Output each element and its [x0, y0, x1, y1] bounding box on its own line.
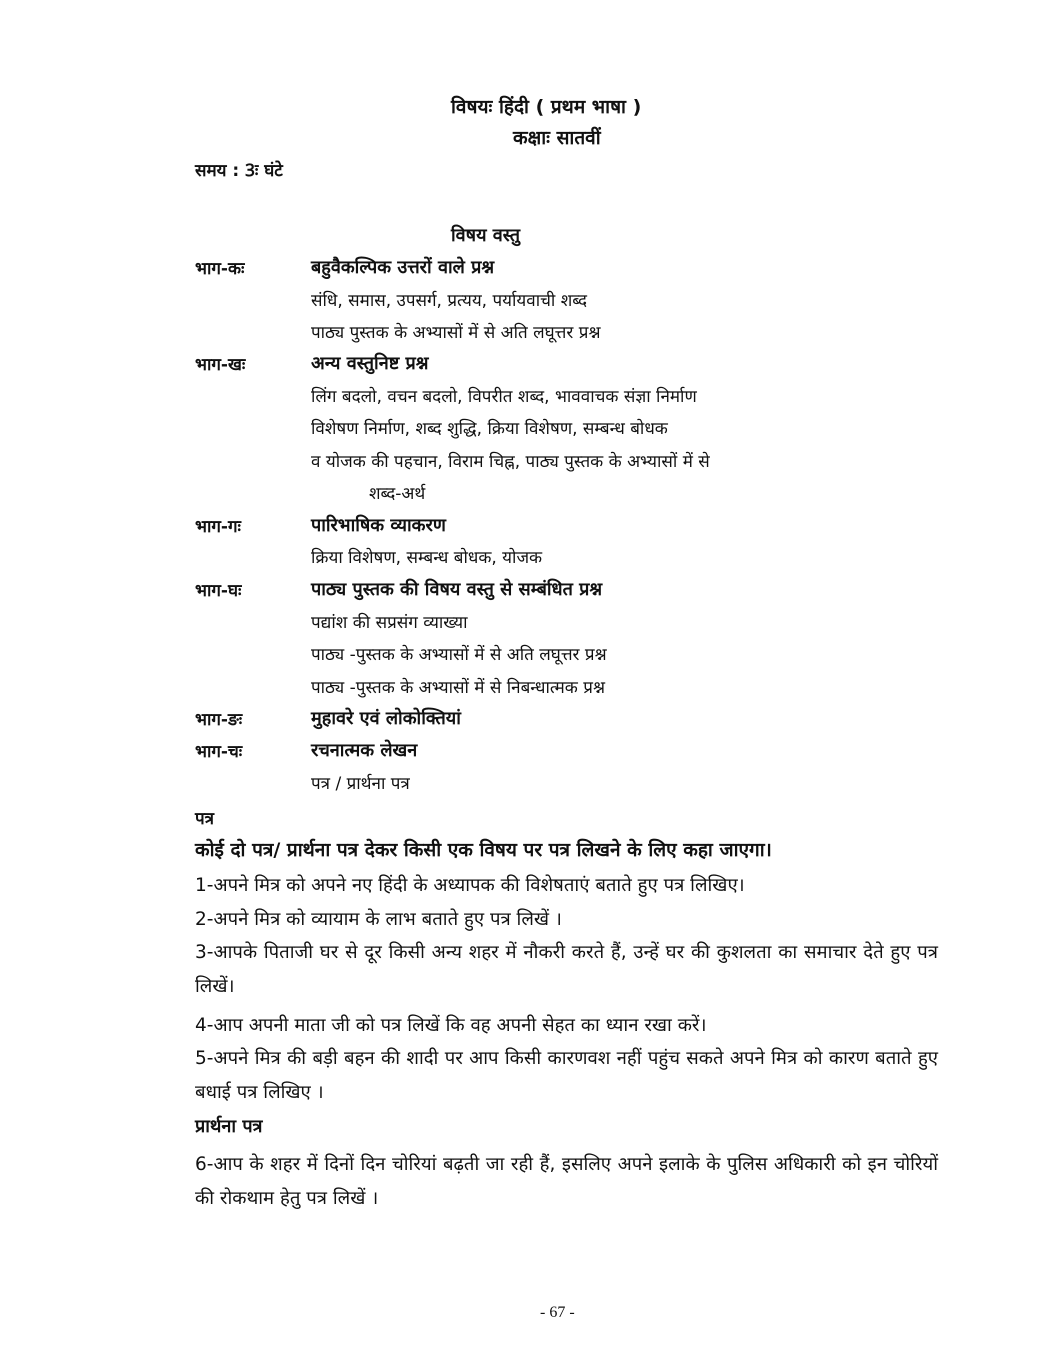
applications-heading: प्रार्थना पत्र: [195, 1116, 263, 1137]
part-label: भाग-चः: [195, 742, 243, 762]
part-item: शब्द-अर्थ: [369, 484, 426, 504]
part-item: विशेषण निर्माण, शब्द शुद्धि, क्रिया विशेषण, सम्बन्ध बोधक: [311, 419, 668, 439]
part-item: पद्यांश की सप्रसंग व्याख्या: [311, 613, 468, 633]
part-label: भाग-ङः: [195, 710, 243, 730]
part-label: भाग-गः: [195, 517, 241, 537]
part-label: भाग-कः: [195, 259, 245, 279]
letters-instruction: कोई दो पत्र/ प्रार्थना पत्र देकर किसी एक विषय पर पत्र लिखने के लिए कहा जाएगा।: [195, 839, 772, 861]
part-heading: अन्य वस्तुनिष्ट प्रश्न: [311, 353, 429, 374]
part-heading: बहुवैकल्पिक उत्तरों वाले प्रश्न: [311, 257, 495, 278]
part-heading: मुहावरे एवं लोकोक्तियां: [311, 708, 461, 729]
part-label: भाग-खः: [195, 355, 246, 375]
application-topic: 6-आप के शहर में दिनों दिन चोरियां बढ़ती जा रही हैं, इसलिए अपने इलाके के पुलिस अधिकारी को इन चोरियों की रोकथाम हेतु पत्र लिखें ।: [195, 1154, 938, 1209]
part-item: संधि, समास, उपसर्ग, प्रत्यय, पर्यायवाची शब्द: [311, 291, 587, 311]
part-heading: पारिभाषिक व्याकरण: [311, 515, 446, 536]
time-duration: समय : 3ः घंटे: [195, 161, 283, 181]
letters-heading: पत्र: [195, 809, 215, 829]
letter-topic: 4-आप अपनी माता जी को पत्र लिखें कि वह अपनी सेहत का ध्यान रखा करें।: [195, 1015, 707, 1036]
part-item: पाठ्य -पुस्तक के अभ्यासों में से निबन्धात्मक प्रश्न: [311, 678, 605, 698]
letter-topic: 3-आपके पिताजी घर से दूर किसी अन्य शहर में नौकरी करते हैं, उन्हें घर की कुशलता का समाचार देते हुए पत्र लिखें।: [195, 942, 938, 997]
part-item: पाठ्य पुस्तक के अभ्यासों में से अति लघूत्तर प्रश्न: [311, 323, 601, 343]
part-item: पाठ्य -पुस्तक के अभ्यासों में से अति लघूत्तर प्रश्न: [311, 645, 607, 665]
letter-topic: 1-अपने मित्र को अपने नए हिंदी के अध्यापक की विशेषताएं बताते हुए पत्र लिखिए।: [195, 875, 745, 896]
part-heading: रचनात्मक लेखन: [311, 740, 418, 761]
part-item: लिंग बदलो, वचन बदलो, विपरीत शब्द, भाववाचक संज्ञा निर्माण: [311, 387, 697, 407]
part-heading: पाठ्य पुस्तक की विषय वस्तु से सम्बंधित प्रश्न: [311, 579, 603, 600]
part-item: व योजक की पहचान, विराम चिह्न, पाठ्य पुस्तक के अभ्यासों में से: [311, 452, 710, 472]
part-item: क्रिया विशेषण, सम्बन्ध बोधक, योजक: [311, 548, 543, 568]
letter-topic: 2-अपने मित्र को व्यायाम के लाभ बताते हुए पत्र लिखें ।: [195, 909, 562, 930]
part-item: पत्र / प्रार्थना पत्र: [311, 774, 410, 794]
part-label: भाग-घः: [195, 581, 242, 601]
syllabus-title: विषय वस्तु: [451, 225, 521, 246]
subject-title: विषयः हिंदी ( प्रथम भाषा ): [451, 96, 642, 118]
page-number: - 67 -: [540, 1304, 575, 1321]
class-title: कक्षाः सातवीं: [513, 127, 601, 149]
letter-topic: 5-अपने मित्र की बड़ी बहन की शादी पर आप किसी कारणवश नहीं पहुंच सकते अपने मित्र को कारण बताते हुए बधाई पत्र लिखिए ।: [195, 1048, 938, 1103]
